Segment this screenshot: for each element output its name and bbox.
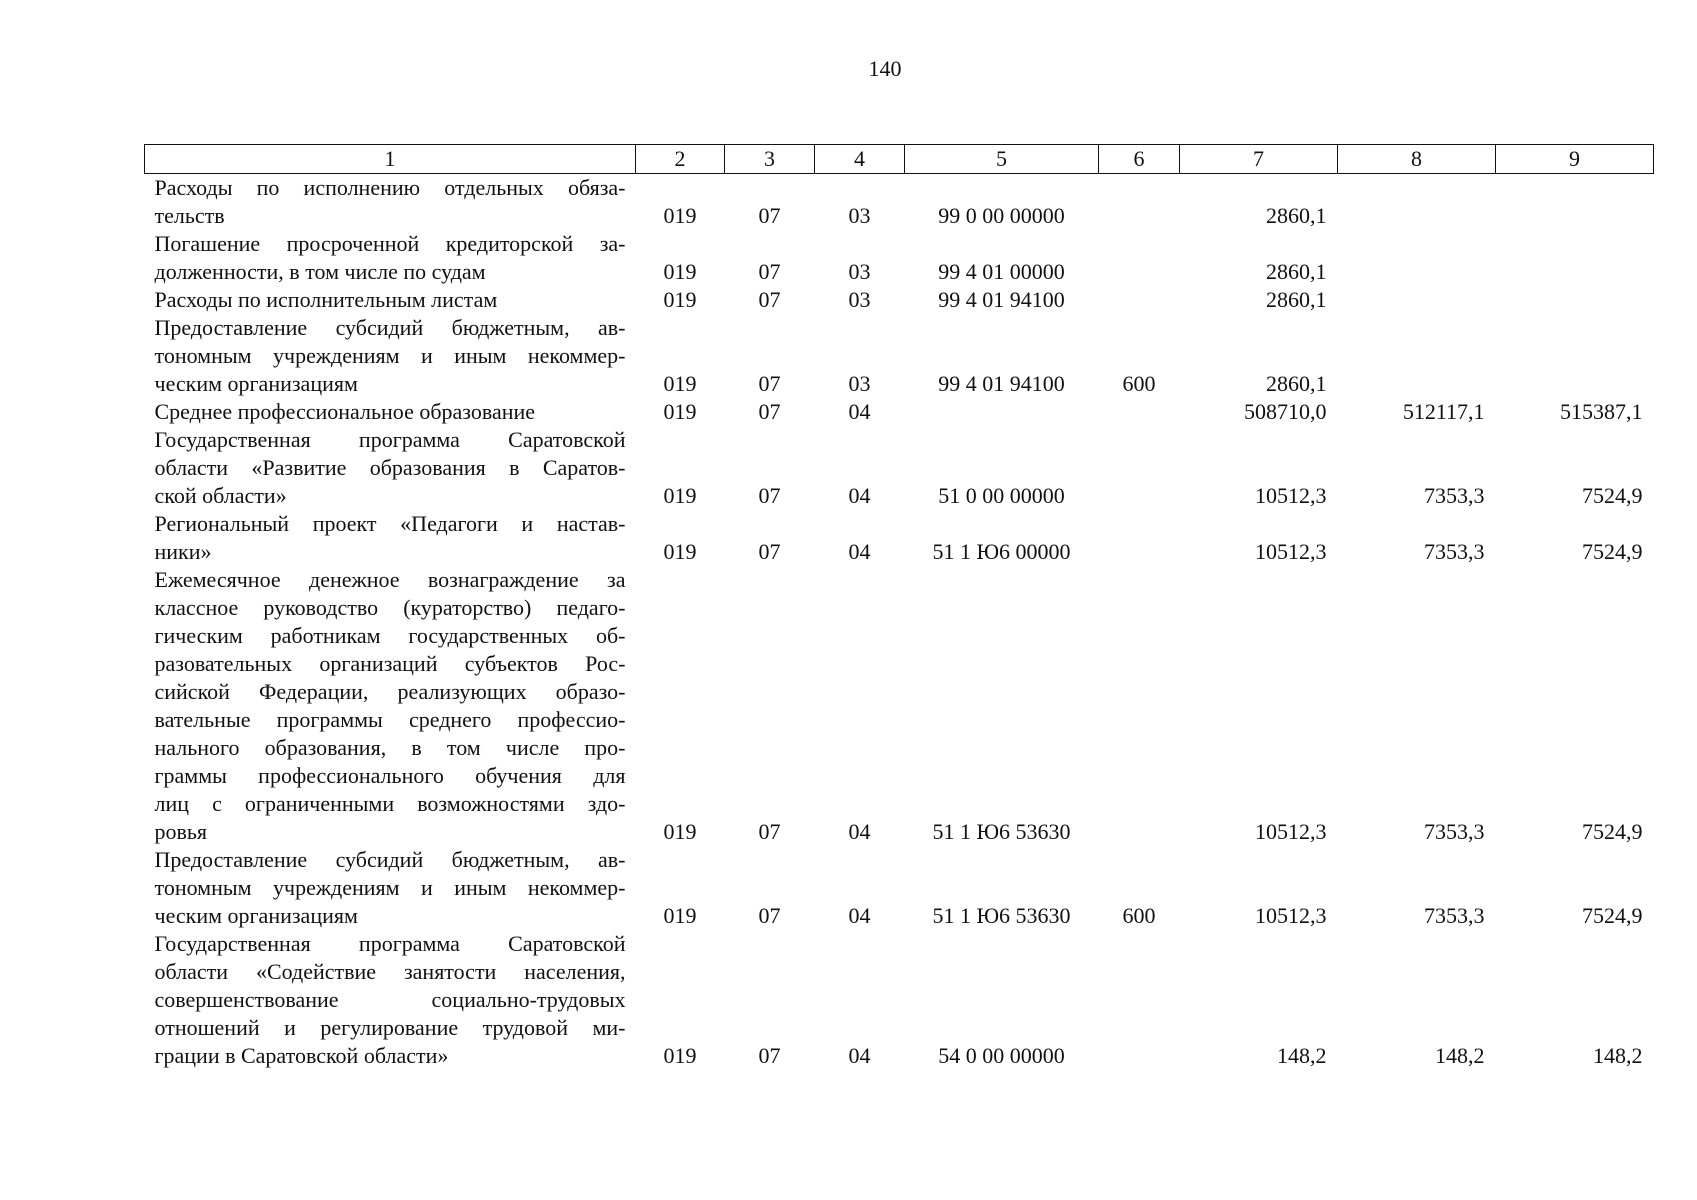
cell-target-item: 99 4 01 00000: [938, 259, 1065, 284]
description-line: Предоставление субсидий бюджетным, ав-: [154, 315, 626, 340]
cell-section: 07: [758, 371, 781, 396]
cell-description: [145, 426, 636, 510]
description-line: области «Содействие занятости населения,: [154, 959, 626, 984]
cell-expense-type: [1099, 230, 1180, 286]
column-header: 9: [1496, 145, 1654, 174]
cell-amount-year1: 148,2: [1277, 1043, 1327, 1068]
cell-amount-year2: [1338, 314, 1496, 398]
column-header: 7: [1180, 145, 1338, 174]
cell-amount-year2: 148,2: [1435, 1043, 1485, 1068]
cell-subsection: 04: [848, 1043, 871, 1068]
page-number: 140: [868, 56, 902, 81]
description-line: ровья: [154, 819, 208, 844]
description-line: грации в Саратовской области»: [154, 1043, 449, 1068]
column-header: 1: [145, 145, 636, 174]
cell-description: [145, 510, 636, 566]
budget-table: [144, 144, 1654, 1070]
description-line: тельств: [154, 203, 225, 228]
description-line: гическим работникам государственных об-: [154, 623, 626, 648]
cell-section: 07: [758, 399, 781, 424]
column-header: 6: [1099, 145, 1180, 174]
cell-code: 019: [663, 1043, 697, 1068]
cell-target-item: 99 4 01 94100: [938, 371, 1065, 396]
cell-target-item: 99 4 01 94100: [938, 287, 1065, 312]
cell-amount-year3: [1496, 174, 1654, 231]
cell-amount-year1: 10512,3: [1255, 819, 1327, 844]
header-row: [145, 145, 1654, 174]
cell-code: 019: [663, 371, 697, 396]
cell-amount-year3: [1496, 314, 1654, 398]
cell-amount-year2: [1338, 174, 1496, 231]
description-line: области «Развитие образования в Саратов-: [154, 455, 626, 480]
cell-amount-year3: 7524,9: [1582, 903, 1643, 928]
description-line: Государственная программа Саратовской: [154, 931, 626, 956]
cell-code: 019: [663, 903, 697, 928]
cell-subsection: 03: [848, 371, 871, 396]
description-line: лиц с ограниченными возможностями здо-: [154, 791, 626, 816]
column-header: 5: [905, 145, 1099, 174]
description-line: ческим организациям: [154, 903, 358, 928]
cell-expense-type: [1099, 174, 1180, 231]
cell-subsection: 04: [848, 819, 871, 844]
cell-description: [145, 314, 636, 398]
table-row: [145, 426, 1654, 510]
cell-expense-type: 600: [1122, 903, 1156, 928]
cell-expense-type: [1099, 286, 1180, 314]
cell-expense-type: [1099, 398, 1180, 426]
cell-code: 019: [663, 819, 697, 844]
cell-subsection: 04: [848, 483, 871, 508]
description-line: нального образования, в том числе про-: [154, 735, 626, 760]
description-line: Государственная программа Саратовской: [154, 427, 626, 452]
column-header: 4: [815, 145, 905, 174]
cell-amount-year2: 512117,1: [1402, 399, 1485, 424]
cell-target-item: 51 1 Ю6 53630: [932, 819, 1071, 844]
description-line: Ежемесячное денежное вознаграждение за: [154, 567, 626, 592]
description-line: вательные программы среднего профессио-: [154, 707, 626, 732]
description-line: Предоставление субсидий бюджетным, ав-: [154, 847, 626, 872]
cell-section: 07: [758, 819, 781, 844]
description-line: Среднее профессиональное образование: [154, 399, 536, 424]
cell-amount-year3: [1496, 230, 1654, 286]
cell-amount-year2: 7353,3: [1424, 819, 1485, 844]
cell-description: [145, 286, 636, 314]
cell-amount-year3: 7524,9: [1582, 819, 1643, 844]
description-line: ской области»: [154, 483, 287, 508]
description-line: отношений и регулирование трудовой ми-: [154, 1015, 626, 1040]
cell-amount-year2: 7353,3: [1424, 903, 1485, 928]
cell-amount-year3: 515387,1: [1560, 399, 1643, 424]
cell-amount-year3: 7524,9: [1582, 483, 1643, 508]
cell-target-item: 99 0 00 00000: [938, 203, 1065, 228]
description-line: тономным учреждениям и иным некоммер-: [154, 875, 626, 900]
description-line: сийской Федерации, реализующих образо-: [154, 679, 626, 704]
cell-expense-type: 600: [1122, 371, 1156, 396]
cell-amount-year2: [1338, 286, 1496, 314]
cell-section: 07: [758, 539, 781, 564]
description-line: долженности, в том числе по судам: [154, 259, 486, 284]
table-row: [145, 230, 1654, 286]
description-line: Погашение просроченной кредиторской за-: [154, 231, 626, 256]
cell-target-item: 54 0 00 00000: [938, 1043, 1065, 1068]
cell-amount-year1: 2860,1: [1266, 203, 1327, 228]
cell-description: [145, 930, 636, 1070]
description-line: тономным учреждениям и иным некоммер-: [154, 343, 626, 368]
cell-amount-year3: 148,2: [1593, 1043, 1643, 1068]
description-line: ники»: [154, 539, 212, 564]
cell-description: [145, 566, 636, 846]
cell-amount-year2: 7353,3: [1424, 483, 1485, 508]
table-row: [145, 846, 1654, 930]
description-line: ческим организациям: [154, 371, 358, 396]
cell-code: 019: [663, 483, 697, 508]
column-header: 3: [725, 145, 815, 174]
description-line: Расходы по исполнительным листам: [154, 287, 498, 312]
cell-subsection: 04: [848, 903, 871, 928]
cell-section: 07: [758, 483, 781, 508]
cell-code: 019: [663, 203, 697, 228]
column-header: 2: [636, 145, 725, 174]
cell-section: 07: [758, 903, 781, 928]
table-body: [145, 174, 1654, 1071]
column-header: 8: [1338, 145, 1496, 174]
cell-subsection: 03: [848, 287, 871, 312]
description-line: Расходы по исполнению отдельных обяза-: [154, 175, 626, 200]
cell-amount-year3: 7524,9: [1582, 539, 1643, 564]
cell-description: [145, 398, 636, 426]
cell-section: 07: [758, 287, 781, 312]
table-row: [145, 510, 1654, 566]
description-line: разовательных организаций субъектов Рос-: [154, 651, 626, 676]
cell-section: 07: [758, 203, 781, 228]
description-line: Региональный проект «Педагоги и настав-: [154, 511, 626, 536]
cell-subsection: 04: [848, 539, 871, 564]
cell-section: 07: [758, 1043, 781, 1068]
table-row: [145, 174, 1654, 231]
cell-target-item: 51 1 Ю6 53630: [932, 903, 1071, 928]
cell-expense-type: [1099, 510, 1180, 566]
cell-amount-year1: 2860,1: [1266, 259, 1327, 284]
description-line: совершенствование социально-трудовых: [154, 987, 626, 1012]
cell-description: [145, 174, 636, 231]
table-row: [145, 566, 1654, 846]
cell-amount-year1: 2860,1: [1266, 287, 1327, 312]
cell-expense-type: [1099, 930, 1180, 1070]
cell-amount-year2: [1338, 230, 1496, 286]
cell-amount-year2: 7353,3: [1424, 539, 1485, 564]
cell-target-item: [905, 398, 1099, 426]
table-row: [145, 398, 1654, 426]
cell-code: 019: [663, 539, 697, 564]
cell-description: [145, 230, 636, 286]
cell-subsection: 04: [848, 399, 871, 424]
cell-expense-type: [1099, 566, 1180, 846]
description-line: классное руководство (кураторство) педаго-: [154, 595, 626, 620]
table-row: [145, 930, 1654, 1070]
table-row: [145, 286, 1654, 314]
table-row: [145, 314, 1654, 398]
cell-subsection: 03: [848, 203, 871, 228]
cell-description: [145, 846, 636, 930]
cell-section: 07: [758, 259, 781, 284]
cell-amount-year3: [1496, 286, 1654, 314]
cell-subsection: 03: [848, 259, 871, 284]
cell-code: 019: [663, 287, 697, 312]
cell-expense-type: [1099, 426, 1180, 510]
cell-amount-year1: 10512,3: [1255, 539, 1327, 564]
cell-target-item: 51 1 Ю6 00000: [932, 539, 1071, 564]
cell-amount-year1: 508710,0: [1244, 399, 1327, 424]
cell-target-item: 51 0 00 00000: [938, 483, 1065, 508]
cell-amount-year1: 10512,3: [1255, 483, 1327, 508]
cell-code: 019: [663, 259, 697, 284]
cell-amount-year1: 2860,1: [1266, 371, 1327, 396]
cell-amount-year1: 10512,3: [1255, 903, 1327, 928]
cell-code: 019: [663, 399, 697, 424]
description-line: граммы профессионального обучения для: [154, 763, 626, 788]
